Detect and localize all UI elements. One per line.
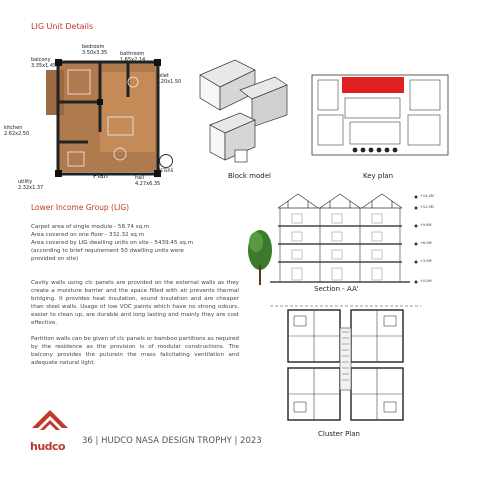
lig-heading: Lower Income Group (LIG) bbox=[31, 203, 130, 212]
caption-plan: Plan bbox=[93, 172, 108, 180]
block-model bbox=[195, 55, 290, 170]
stat-line: Area covered by LIG dwelling units on site - 5439.45 sq.m bbox=[31, 240, 194, 246]
level-mark: +3.0M bbox=[420, 259, 432, 263]
floor-plan bbox=[4, 42, 182, 192]
caption-section: Section - AA' bbox=[314, 285, 359, 293]
label-toilet: toilet 1.20x1.50 bbox=[156, 73, 182, 85]
cluster-plan bbox=[268, 298, 423, 428]
paragraph-cavity-walls: Cavity walls using clc panels are provided on the external walls as they create a moisture barrier and the space filled with air prevents thermal bridging. It provides heat insulation, sound insulation and are cheaper than steel walls. Usage of low VOC paints which have no strong odours, easier to clean up, are durable and long lasting and mainly they are cost effective. bbox=[31, 280, 239, 326]
label-hall: hall 4.27x6.35 bbox=[135, 175, 161, 187]
stats-block bbox=[31, 223, 241, 263]
body-paragraphs bbox=[31, 279, 239, 373]
caption-cluster-plan: Cluster Plan bbox=[318, 430, 360, 438]
page-footer: 36 | HUDCO NASA DESIGN TROPHY | 2023 bbox=[82, 436, 262, 446]
hudco-logo bbox=[30, 408, 70, 453]
level-mark: +9.6M bbox=[420, 223, 432, 227]
caption-key-plan: Key plan bbox=[363, 172, 394, 180]
label-kitchen: kitchen 2.62x2.50 bbox=[4, 125, 30, 137]
label-bathroom: bathroom 1.65x2.14 bbox=[120, 51, 146, 63]
highlighted-block bbox=[342, 77, 404, 93]
caption-block-model: Block model bbox=[228, 172, 271, 180]
label-utility: utility 2.32x1.37 bbox=[18, 179, 44, 191]
key-plan bbox=[310, 70, 450, 170]
stat-line: provided on site) bbox=[31, 256, 79, 262]
stat-line: Area covered on one floor - 332.32 sq.m bbox=[31, 232, 145, 238]
scale-label: METERS bbox=[157, 168, 174, 173]
stat-line: Carpet area of single module - 58.74 sq.m bbox=[31, 224, 150, 230]
level-mark: +6.0M bbox=[420, 241, 432, 245]
section-drawing bbox=[240, 190, 450, 290]
level-mark: +0.0M bbox=[420, 279, 432, 283]
level-mark: +12.0M bbox=[420, 205, 434, 209]
stat-line: (according to brief requirement 50 dwelling units were bbox=[31, 248, 184, 254]
paragraph-partition-walls: Partition walls can be given of clc panels or bamboo partitions as required by the residence as the provision is of modular constructions. The balcony provides the puturein the mass falicitating ventilation and adequate natural light. bbox=[31, 336, 239, 366]
level-mark: +14.4M bbox=[420, 194, 434, 198]
section-title: LIG Unit Details bbox=[31, 22, 94, 31]
north-arrow-icon bbox=[159, 154, 173, 168]
logo-text: hudco bbox=[30, 440, 66, 453]
label-balcony: balcony 3.35x1.45 bbox=[31, 57, 57, 69]
label-bedroom: bedroom 3.50x3.35 bbox=[82, 44, 108, 56]
